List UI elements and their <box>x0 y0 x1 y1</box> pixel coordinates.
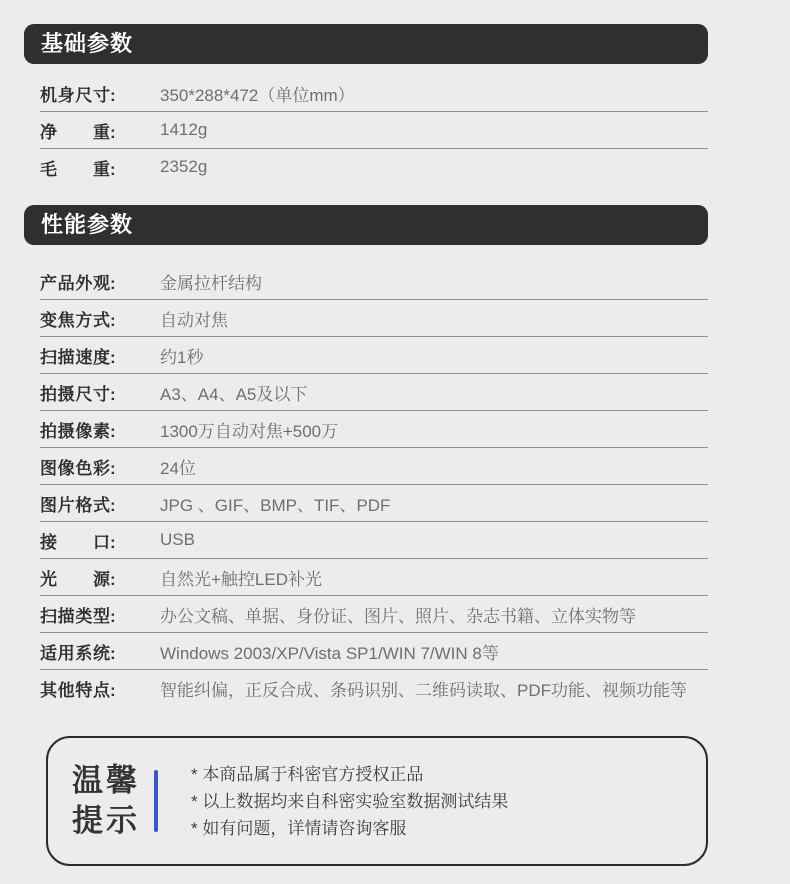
spec-row-os-support <box>40 633 708 670</box>
spec-label <box>40 491 160 516</box>
spec-label-text: 扫描类型 <box>40 606 110 626</box>
spec-label-colon: : <box>110 680 116 700</box>
spec-label <box>40 380 160 405</box>
spec-label-colon: : <box>110 310 116 330</box>
spec-value: 350*288*472（单位mm） <box>160 85 355 105</box>
spec-value: Windows 2003/XP/Vista SP1/WIN 7/WIN 8等 <box>160 643 499 663</box>
spec-label-text: 适用系统 <box>40 643 110 663</box>
spec-row-scan-types <box>40 596 708 633</box>
spec-row-focus-mode <box>40 300 708 337</box>
spec-label <box>40 676 160 701</box>
spec-value: 24位 <box>160 458 196 478</box>
spec-table-performance <box>40 263 708 706</box>
spec-label-colon: : <box>110 643 116 663</box>
spec-label <box>40 602 160 627</box>
spec-label-text: 扫描速度 <box>40 347 110 367</box>
spec-label-colon: : <box>110 273 116 293</box>
spec-row-appearance <box>40 263 708 300</box>
spec-row-body-size <box>40 75 708 112</box>
spec-row-gross-weight <box>40 149 708 185</box>
spec-value: 自动对焦 <box>160 310 228 330</box>
spec-label-text: 拍摄尺寸 <box>40 384 110 404</box>
warm-tips-list <box>191 761 508 842</box>
spec-label-colon: : <box>110 384 116 404</box>
warm-tips-title <box>72 761 140 841</box>
spec-row-interface <box>40 522 708 559</box>
spec-value: USB <box>160 530 195 549</box>
spec-label <box>40 528 160 553</box>
spec-label-colon: : <box>110 495 116 515</box>
warm-tips-box <box>46 736 708 866</box>
spec-row-capture-size <box>40 374 708 411</box>
spec-label-colon: : <box>110 569 116 589</box>
spec-label <box>40 639 160 664</box>
warm-tip-item: * 如有问题，详情请咨询客服 <box>191 818 407 838</box>
spec-label-colon: : <box>110 532 116 552</box>
spec-label-text: 图像色彩 <box>40 458 110 478</box>
spec-table-basic <box>40 75 708 185</box>
spec-value: A3、A4、A5及以下 <box>160 384 308 404</box>
spec-label-colon: : <box>110 347 116 367</box>
spec-label-colon: : <box>110 85 116 105</box>
spec-row-image-format <box>40 485 708 522</box>
spec-label <box>40 155 160 180</box>
spec-value: 自然光+触控LED补光 <box>160 569 322 589</box>
spec-label <box>40 343 160 368</box>
spec-label-text: 接口 <box>40 532 110 552</box>
spec-value: 2352g <box>160 157 208 176</box>
accent-divider-bar <box>154 770 158 832</box>
spec-label-text: 毛重 <box>40 159 110 179</box>
spec-label <box>40 81 160 106</box>
spec-row-light-source <box>40 559 708 596</box>
spec-label-text: 图片格式 <box>40 495 110 515</box>
spec-value: 1412g <box>160 120 208 139</box>
spec-label-text: 净重 <box>40 122 110 142</box>
spec-label <box>40 269 160 294</box>
warm-tip-item: * 以上数据均来自科密实验室数据测试结果 <box>191 791 509 811</box>
spec-row-pixels <box>40 411 708 448</box>
spec-label-text: 其他特点 <box>40 680 110 700</box>
section-header-basic: 基础参数 <box>24 24 708 64</box>
spec-label <box>40 454 160 479</box>
spec-value: 约1秒 <box>160 347 204 367</box>
spec-value: 智能纠偏，正反合成、条码识别、二维码读取、PDF功能、视频功能等 <box>160 680 687 700</box>
spec-label-text: 变焦方式 <box>40 310 110 330</box>
spec-label-colon: : <box>110 458 116 478</box>
spec-label <box>40 118 160 143</box>
spec-label-colon: : <box>110 159 116 179</box>
warm-tip-item: * 本商品属于科密官方授权正品 <box>191 764 424 784</box>
spec-value: 办公文稿、单据、身份证、图片、照片、杂志书籍、立体实物等 <box>160 606 636 626</box>
spec-label-colon: : <box>110 122 116 142</box>
spec-value: 1300万自动对焦+500万 <box>160 421 339 441</box>
spec-label <box>40 417 160 442</box>
spec-label-colon: : <box>110 606 116 626</box>
warm-tips-title-line2: 提示 <box>72 803 140 838</box>
section-header-performance: 性能参数 <box>24 205 708 245</box>
spec-label-colon: : <box>110 421 116 441</box>
spec-row-net-weight <box>40 112 708 149</box>
spec-label-text: 光源 <box>40 569 110 589</box>
spec-label <box>40 565 160 590</box>
spec-label <box>40 306 160 331</box>
spec-label-text: 拍摄像素 <box>40 421 110 441</box>
warm-tips-title-line1: 温馨 <box>72 763 140 798</box>
spec-value: JPG 、GIF、BMP、TIF、PDF <box>160 495 391 515</box>
spec-row-other-features <box>40 670 708 706</box>
spec-row-color-depth <box>40 448 708 485</box>
spec-label-text: 机身尺寸 <box>40 85 110 105</box>
spec-label-text: 产品外观 <box>40 273 110 293</box>
spec-row-scan-speed <box>40 337 708 374</box>
spec-value: 金属拉杆结构 <box>160 273 262 293</box>
